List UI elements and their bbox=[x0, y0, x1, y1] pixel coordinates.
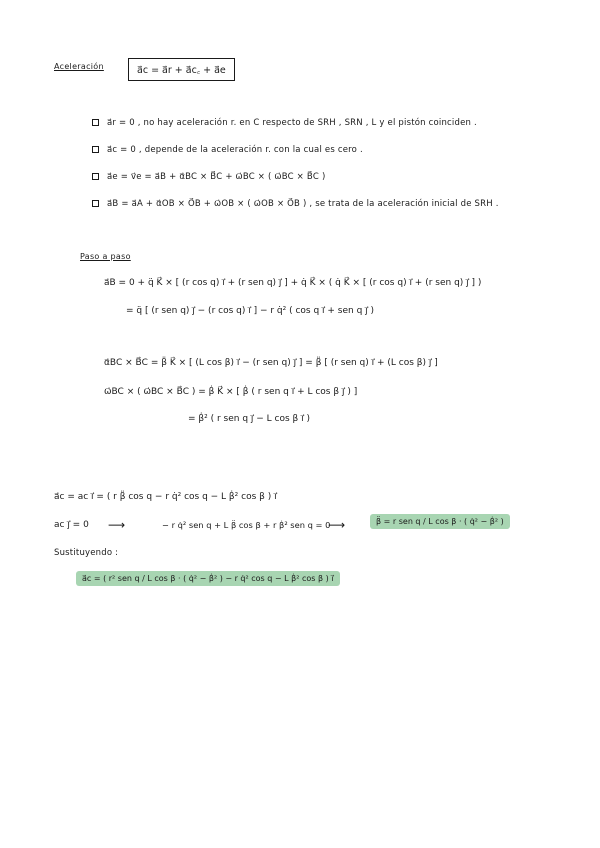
boxed-equation: a⃗c = a⃗r + a⃗c꜀ + a⃗e bbox=[128, 58, 235, 81]
step-line: = β̇² ( r sen q j⃗ − L cos β i⃗ ) bbox=[188, 414, 311, 424]
bullet-item bbox=[92, 172, 325, 182]
bullet-text: a⃗B = a⃗A + α⃗OB × O⃗B + ω⃗OB × ( ω⃗OB × O⃗B ) , se trata de la aceleración inicial de SRH . bbox=[107, 199, 499, 209]
bullet-square-icon bbox=[92, 173, 99, 180]
bullet-text: a⃗r = 0 , no hay aceleración r. en C respecto de SRH , SRN , L y el pistón coinciden . bbox=[107, 118, 477, 128]
step-line: a⃗B = 0 + q̈ K⃗ × [ (r cos q) i⃗ + (r sen q) j⃗ ] + q̇ K⃗ × ( q̇ K⃗ × [ (r cos q) i⃗ + (r sen q) j⃗ ] ) bbox=[104, 278, 482, 288]
substituting-label: Sustituyendo : bbox=[54, 548, 119, 558]
bullet-item bbox=[92, 145, 363, 155]
bullet-text: a⃗e = v⃗e = a⃗B + α⃗BC × B⃗C + ω⃗BC × ( ω⃗BC × B⃗C ) bbox=[107, 172, 326, 182]
result-line: a⃗c = ac i⃗ = ( r β̈ cos q − r q̇² cos q − L β̇² cos β ) i⃗ bbox=[54, 492, 277, 502]
bullet-square-icon bbox=[92, 200, 99, 207]
step-line: ω⃗BC × ( ω⃗BC × B⃗C ) = β̇ K⃗ × [ β̇ ( r sen q i⃗ + L cos β j⃗ ) ] bbox=[104, 387, 358, 397]
bullet-square-icon bbox=[92, 146, 99, 153]
highlighted-result: β̈ = r sen q / L cos β · ( q̇² − β̇² ) bbox=[370, 514, 510, 529]
arrow-icon: ⟶ bbox=[108, 518, 126, 532]
bullet-item bbox=[92, 199, 499, 209]
result-line-left: ac j⃗ = 0 bbox=[54, 520, 89, 530]
final-result: a⃗c = ( r² sen q / L cos β · ( q̇² − β̇² ) − r q̇² cos q − L β̇² cos β ) i⃗ bbox=[76, 571, 340, 586]
bullet-text: a⃗c = 0 , depende de la aceleración r. con la cual es cero . bbox=[107, 145, 363, 155]
section-title: Aceleración bbox=[54, 62, 104, 71]
bullet-square-icon bbox=[92, 119, 99, 126]
step-title: Paso a paso bbox=[80, 252, 131, 261]
step-line: = q̈ [ (r sen q) j⃗ − (r cos q) i⃗ ] − r q̇² ( cos q i⃗ + sen q j⃗ ) bbox=[126, 306, 375, 316]
arrow-icon: ⟶ bbox=[328, 518, 346, 532]
result-line-mid: − r q̇² sen q + L β̈ cos β + r β̇² sen q = 0 bbox=[162, 520, 331, 530]
step-line: α⃗BC × B⃗C = β̈ K⃗ × [ (L cos β) i⃗ − (r sen q) j⃗ ] = β̈ [ (r sen q) i⃗ + (L cos β) j⃗ ] bbox=[104, 358, 438, 368]
bullet-item bbox=[92, 118, 477, 128]
